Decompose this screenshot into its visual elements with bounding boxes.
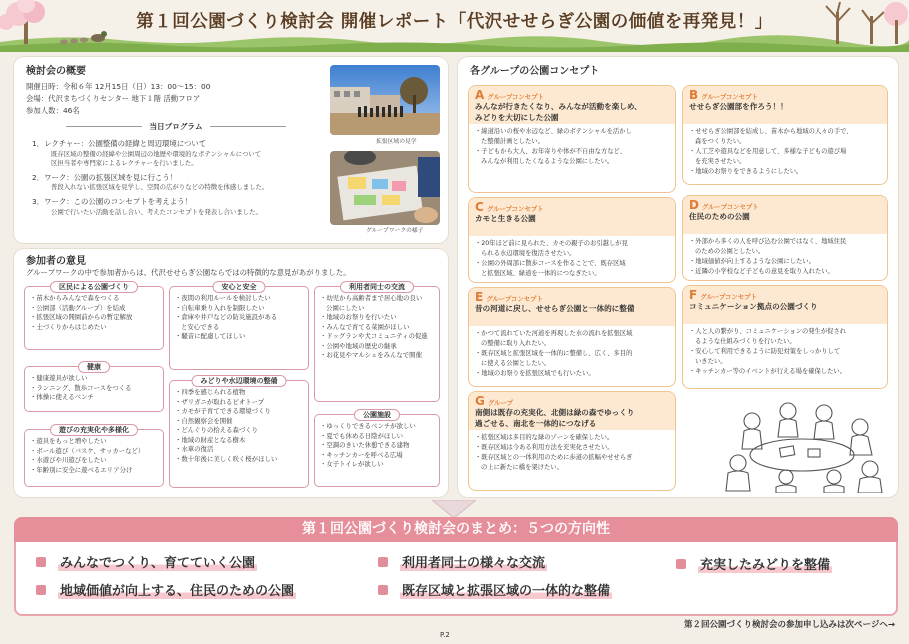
opinion-box-title: みどりや水辺環境の整備 xyxy=(192,375,287,387)
opinion-item: ・ 騒音に配慮してほしい xyxy=(175,332,304,342)
concept-item: ・ 近隣の小学校など子どもの意見を取り入れたい。 xyxy=(689,267,881,277)
concept-body xyxy=(683,234,887,279)
page-number: P.2 xyxy=(440,631,450,639)
concept-item: いきたい。 xyxy=(695,358,727,365)
concept-item: ・ 子どもから大人、お年寄りや体が不自由な方など、 xyxy=(475,147,669,157)
concept-body xyxy=(683,124,887,179)
concept-label-row xyxy=(475,395,669,408)
program-item-title: 3．ワーク：この公園のコンセプトを考えよう！ xyxy=(32,197,192,207)
opinion-item: ・ 苗木からみんなで森をつくる xyxy=(30,294,159,304)
opinion-item: ・ 数十年後に美しく咲く桜がほしい xyxy=(175,455,304,465)
concept-item: ・ 線道沿いの桜や水辺など、緑のポテンシャルを活かし xyxy=(475,127,669,137)
direction-item: みんなでつくり、育てていく公園 xyxy=(36,555,257,574)
concept-item: のための公園としたい。 xyxy=(695,248,765,255)
opinion-item: ・ ボール遊び（バスケ、サッカーなど） xyxy=(30,447,159,457)
concept-box xyxy=(468,85,676,193)
group-discussion-illustration xyxy=(716,393,888,493)
concept-item: ・ 拡張区域は多目的な緑のゾーンを確保したい。 xyxy=(475,433,669,443)
concept-item: と拡張区域、緑道を一体的につなぎたい。 xyxy=(481,270,601,277)
direction-item: 充実したみどりを整備 xyxy=(676,557,832,576)
opinion-item: ・ 四季を感じられる植物 xyxy=(175,388,304,398)
concept-label-row xyxy=(475,89,669,102)
concept-box xyxy=(682,85,888,185)
concept-item: 森をつくりたい。 xyxy=(695,138,746,145)
summary-panel xyxy=(14,517,898,616)
concept-item: ・ 既存区域は今ある利用方法を充実化させたい。 xyxy=(475,443,669,453)
concept-item: られる水辺環境を復活させたい。 xyxy=(481,250,576,257)
opinion-item: ・ キッチンカーを呼べる広場 xyxy=(320,451,435,461)
concept-item: ・ 既存区域との一体利用のために歩道の拡幅やせせらぎ xyxy=(475,453,669,463)
concept-name: 昔の河道に戻し、せせらぎ公園と一体的に整備 xyxy=(475,304,635,314)
opinion-item: ・ どんぐりの拾える森づくり xyxy=(175,426,304,436)
concept-item: の上に新たに橋を架けたい。 xyxy=(481,464,563,471)
concept-letter: C xyxy=(475,200,484,214)
meeting-participants: 参加人数：46名 xyxy=(26,106,80,115)
concept-box-header xyxy=(683,86,887,124)
program-item xyxy=(32,173,332,193)
concept-body xyxy=(469,430,675,475)
concept-name: せせらぎ公園部を作ろう！！ xyxy=(689,102,788,112)
opinion-item: ・ 拡張区域の開園前からの暫定解放 xyxy=(30,313,159,323)
direction-item: 既存区域と拡張区域の一体的な整備 xyxy=(378,583,612,602)
opinion-box-title: 区民による公園づくり xyxy=(50,281,138,293)
concept-item: ・ 人工芝や遊具などを用意して、多様な子どもの遊び場 xyxy=(689,147,881,157)
concept-label: グループコンセプト xyxy=(486,295,543,303)
opinion-item: ・ お花見やマルシェをみんなで開催 xyxy=(320,351,435,361)
down-arrow-icon xyxy=(432,500,476,518)
concept-item: ・ 外部から多くの人を呼び込む公園ではなく、地域住民 xyxy=(689,237,881,247)
concept-item: ・ 地域のお祭りを拡張区域でも行いたい。 xyxy=(475,369,669,379)
opinion-box xyxy=(24,363,164,412)
overview-panel xyxy=(14,57,448,243)
program-item-title: 2．ワーク：公園の拡張区域を見に行こう！ xyxy=(32,172,178,182)
concept-label-row xyxy=(689,289,881,302)
opinion-box xyxy=(169,283,309,370)
concept-item: ・ 人と人の繋がり、コミュニケーションの発生が促され xyxy=(689,327,881,337)
program-list xyxy=(32,139,332,222)
program-heading-text: 当日プログラム xyxy=(149,122,203,131)
concept-box xyxy=(682,285,888,389)
meeting-venue: 会場：代沢まちづくりセンター 地下１階 活動フロア xyxy=(26,94,201,103)
opinion-box xyxy=(169,377,309,488)
opinion-box-title: 健康 xyxy=(78,361,110,373)
opinion-item: ・ 公園部（活動グループ）を結成 xyxy=(30,304,159,314)
concept-item: を充実させたい。 xyxy=(695,158,746,165)
opinion-item: ・ 夏でも休める日陰がほしい xyxy=(320,432,435,442)
opinion-item: 公園にしたい xyxy=(326,303,365,312)
opinion-item: ・ 水遊びや川遊びをしたい xyxy=(30,456,159,466)
opinion-item: ・ 幼児から高齢者まで居心地の良い xyxy=(320,294,435,304)
concept-item: の整備に取り入れたい。 xyxy=(481,340,551,347)
opinion-item: ・ 倉庫や井戸などの防災施設がある xyxy=(175,313,304,323)
concept-name: 南側は既存の充実化、北側は緑の森でゆっくり xyxy=(475,408,635,418)
photo1-caption: 拡張区域の見学 xyxy=(376,139,417,145)
opinion-item: ・ 夜間の利用ルールを検討したい xyxy=(175,294,304,304)
opinion-item: ・ ゆっくりできるベンチが欲しい xyxy=(320,422,435,432)
opinion-box xyxy=(314,411,440,487)
concept-letter: E xyxy=(475,290,484,304)
concept-box-header xyxy=(683,286,887,324)
opinion-box-title: 遊びの充実化や多様化 xyxy=(50,424,138,436)
concept-item: ・ 安心して利用できるように防犯対策をしっかりして xyxy=(689,347,881,357)
bullet-square-icon xyxy=(676,559,686,569)
program-item xyxy=(32,139,332,168)
concept-label-row xyxy=(475,201,669,214)
concepts-panel xyxy=(458,57,898,497)
opinion-box-title: 安心と安全 xyxy=(213,281,266,293)
concept-letter: G xyxy=(475,394,485,408)
concept-box-header xyxy=(683,196,887,234)
opinion-item: と安心できる xyxy=(181,322,220,331)
opinion-box-title: 利用者同士の交流 xyxy=(340,281,414,293)
concept-label: グループコンセプト xyxy=(486,205,544,213)
page-title: 第１回公園づくり検討会 開催レポート「代沢せせらぎ公園の価値を再発見！」 xyxy=(136,12,773,32)
concept-item: ・ キッチンカー等のイベントが行える場を確保したい。 xyxy=(689,367,881,377)
opinion-item: ・ 年齢別に安全に遊べるエリア分け xyxy=(30,466,159,476)
program-item-desc: 既存区域の整備の経緯や公園周辺の地歴や環境的なポテンシャルについて xyxy=(51,149,262,158)
bullet-square-icon xyxy=(378,585,388,595)
bullet-square-icon xyxy=(36,557,46,567)
opinion-item: ・ みんなで育てる菜園がほしい xyxy=(320,323,435,333)
program-item-desc: 区担当者や専門家によるレクチャーを行いました。 xyxy=(51,158,198,167)
concept-item: ・ 公園の外周部に散歩コースを作ることで、既存区域 xyxy=(475,259,669,269)
opinion-item: ・ 自然観察会を開催 xyxy=(175,417,304,427)
summary-title: 第１回公園づくり検討会のまとめ：５つの方向性 xyxy=(14,517,898,542)
next-page-link[interactable]: 第２回公園づくり検討会の参加申し込みは次ページへ→ xyxy=(684,620,895,630)
concept-label: グループコンセプト xyxy=(487,93,544,101)
direction-item: 地域価値が向上する、住民のための公園 xyxy=(36,583,296,602)
opinion-item: ・ ドッグランや犬コミュニティの促進 xyxy=(320,332,435,342)
opinion-item: ・ 健康遊具が欲しい xyxy=(30,374,159,384)
concept-item: るような仕組みづくりを行いたい。 xyxy=(695,338,796,345)
concept-letter: F xyxy=(689,288,698,302)
opinion-item: ・ 土づくりからはじめたい xyxy=(30,323,159,333)
overview-info xyxy=(26,81,210,117)
group-work-photo xyxy=(330,151,440,225)
divider xyxy=(66,126,142,127)
opinion-item: ・ 女子トイレが欲しい xyxy=(320,460,435,470)
opinion-item: ・ 体操に使えるベンチ xyxy=(30,393,159,403)
program-item xyxy=(32,197,332,217)
concept-item: た整備計画としたい。 xyxy=(481,138,544,145)
concept-box-header xyxy=(469,288,675,326)
opinion-box-title: 公園施設 xyxy=(354,409,400,421)
opinions-title: 参加者の意見 xyxy=(26,256,86,267)
opinion-item: ・ 空調のきいた休憩できる建物 xyxy=(320,441,435,451)
opinion-item: ・ ランニング、散歩コースをつくる xyxy=(30,384,159,394)
concept-label: グループ xyxy=(487,399,513,407)
opinion-item: ・ 自転車乗り入れを制限したい xyxy=(175,304,304,314)
opinion-box xyxy=(24,283,164,350)
concept-item: ・ 地域価値が向上するような公園にしたい。 xyxy=(689,257,881,267)
page-header xyxy=(0,0,909,52)
concept-item: みんなが利用したくなるような公園にしたい。 xyxy=(481,158,614,165)
divider xyxy=(210,126,286,127)
program-item-title: 1．レクチャー：公園整備の経緯と周辺環境について xyxy=(32,139,207,148)
concept-item: ・ 20年ほど前に見られた、カモの親子のお引越しが見 xyxy=(475,239,669,249)
concept-label: グループコンセプト xyxy=(700,293,757,301)
concept-letter: B xyxy=(689,88,699,102)
opinion-item: ・ 地域のお祭りを行いたい xyxy=(320,313,435,323)
opinion-item: ・ 水車の復活 xyxy=(175,445,304,455)
program-item-desc: 普段入れない拡張区域を見学し、空間の広がりなどの特徴を体感しました。 xyxy=(51,183,269,192)
opinion-box xyxy=(314,283,440,402)
opinion-item: ・ 地域の財産となる樹木 xyxy=(175,436,304,446)
opinion-item: ・ カモが子育てできる環境づくり xyxy=(175,407,304,417)
concept-body xyxy=(469,124,675,169)
meeting-date: 開催日時：令和６年 12月15日（日）13：00～15：00 xyxy=(26,82,211,91)
concept-label-row xyxy=(689,89,881,102)
concept-body xyxy=(469,326,675,381)
concept-name: みんなが行きたくなり、みんなが活動を楽しめ、 xyxy=(475,102,642,112)
concept-name: 住民のための公園 xyxy=(689,212,750,222)
concept-box xyxy=(468,197,676,283)
concept-name: みどりを大切にした公園 xyxy=(475,112,559,122)
concept-item: ・ 地域のお祭りをできるようにしたい。 xyxy=(689,167,881,177)
concept-body xyxy=(469,236,675,281)
concept-item: に使える公園としたい。 xyxy=(481,360,551,367)
concept-box xyxy=(468,391,676,491)
concept-box xyxy=(468,287,676,387)
program-item-desc: 公園で行いたい活動を話し合い、考えたコンセプトを発表し合いました。 xyxy=(51,208,262,217)
photo2-caption: グループワークの様子 xyxy=(366,228,424,234)
concept-label-row xyxy=(475,291,669,304)
concept-item: ・ かつて流れていた河道を再現した水の流れを拡張区域 xyxy=(475,329,669,339)
concept-item: ・ 既存区域と拡張区域を一体的に整備し、広く、多目的 xyxy=(475,349,669,359)
concept-letter: D xyxy=(689,198,699,212)
bullet-square-icon xyxy=(36,585,46,595)
opinions-panel xyxy=(14,249,448,497)
opinion-item: ・ 遊具をもっと増やしたい xyxy=(30,437,159,447)
concept-label: グループコンセプト xyxy=(701,203,759,211)
concepts-title: 各グループの公園コンセプト xyxy=(470,66,600,77)
concept-name: カモと生きる公園 xyxy=(475,214,536,224)
concept-box-header xyxy=(469,392,675,430)
opinions-subtitle: グループワークの中で参加者からは、代沢せせらぎ公園ならではの特徴的な意見があがりました。 xyxy=(26,268,351,277)
opinion-box xyxy=(24,426,164,487)
concept-name: コミュニケーション拠点の公園づくり xyxy=(689,302,818,312)
program-heading xyxy=(26,121,326,132)
concept-box-header xyxy=(469,198,675,236)
concept-label-row xyxy=(689,199,881,212)
site-visit-photo xyxy=(330,65,440,135)
concept-name: 過ごせる、南北を一体的につなげる xyxy=(475,418,597,428)
concept-box xyxy=(682,195,888,281)
concept-body xyxy=(683,324,887,379)
overview-title: 検討会の概要 xyxy=(26,66,86,77)
opinion-item: ・ 公園や地域の歴史の継承 xyxy=(320,342,435,352)
direction-item: 利用者同士の様々な交流 xyxy=(378,555,547,574)
concept-item: ・ せせらぎ公園部を結成し、苗木から地域の人々の手で、 xyxy=(689,127,881,137)
concept-box-header xyxy=(469,86,675,124)
concept-label: グループコンセプト xyxy=(701,93,758,101)
concept-letter: A xyxy=(475,88,485,102)
opinion-item: ・ ザリガニが取れるビオトープ xyxy=(175,398,304,408)
bullet-square-icon xyxy=(378,557,388,567)
